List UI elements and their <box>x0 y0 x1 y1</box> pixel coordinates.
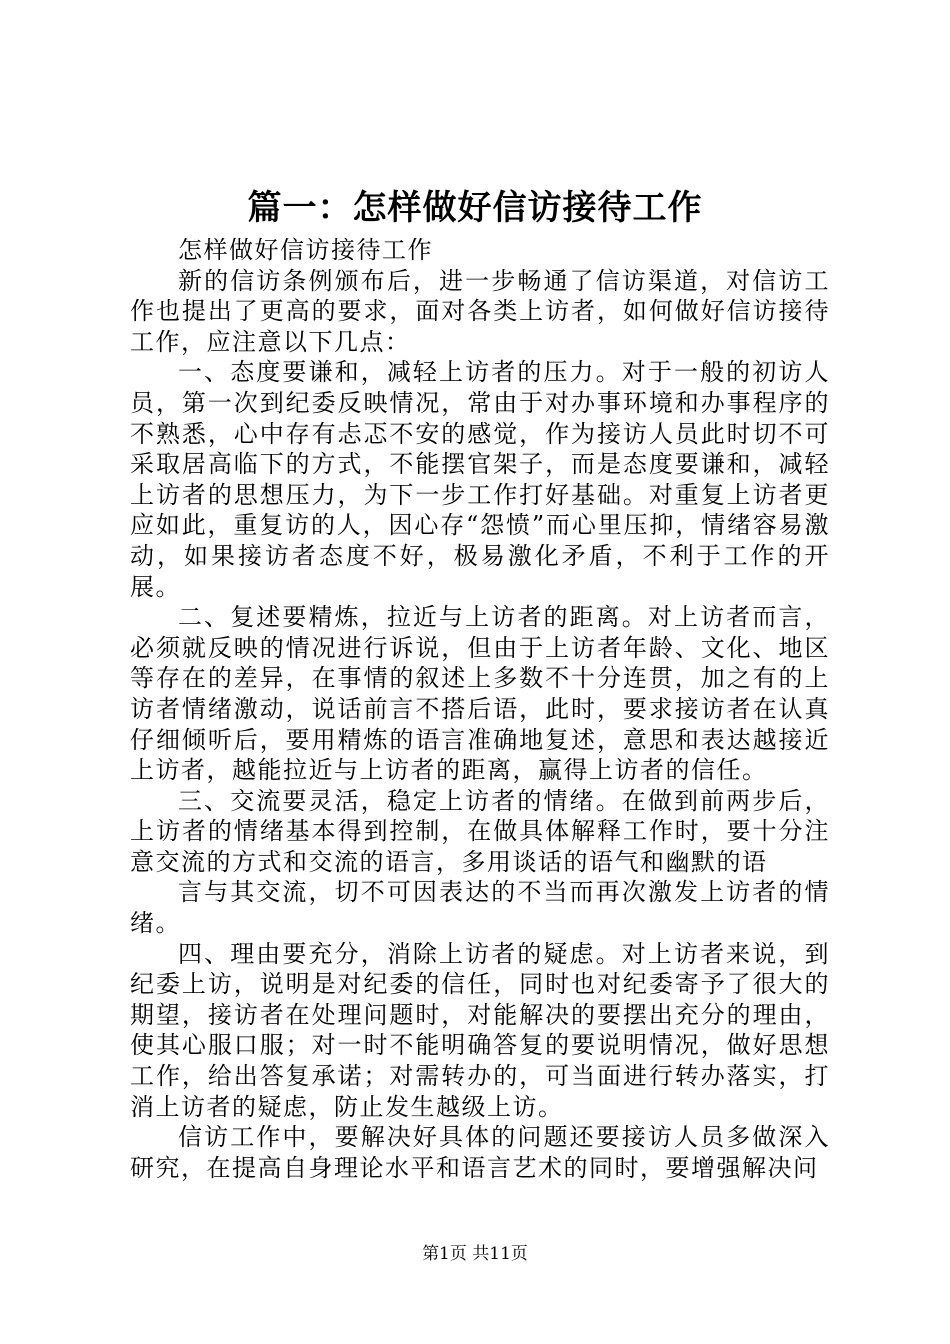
paragraph-point-3-continued: 言与其交流，切不可因表达的不当而再次激发上访者的情绪。 <box>130 878 830 938</box>
paragraph-subtitle: 怎样做好信访接待工作 <box>178 236 433 264</box>
paragraph-intro: 新的信访条例颁布后，进一步畅通了信访渠道，对信访工作也提出了更高的要求，面对各类上访者，如何做好信访接待工作，应注意以下几点： <box>130 266 830 356</box>
document-title: 篇一：怎样做好信访接待工作 <box>247 188 703 228</box>
document-body <box>130 235 830 1183</box>
paragraph-point-3: 三、交流要灵活，稳定上访者的情绪。在做到前两步后，上访者的情绪基本得到控制，在做具体解释工作时，要十分注意交流的方式和交流的语言，多用谈话的语气和幽默的语 <box>130 786 830 876</box>
paragraph-point-1: 一、态度要谦和，减轻上访者的压力。对于一般的初访人员，第一次到纪委反映情况，常由于对办事环境和办事程序的不熟悉，心中存有忐忑不安的感觉，作为接访人员此时切不可采取居高临下的方式，不能摆官架子，而是态度要谦和，减轻上访者的思想压力，为下一步工作打好基础。对重复上访者更应如此，重复访的人，因心存“怨愤”而心里压抑，情绪容易激动，如果接访者态度不好，极易激化矛盾，不利于工作的开展。 <box>130 358 830 601</box>
paragraph-point-2: 二、复述要精炼，拉近与上访者的距离。对上访者而言，必须就反映的情况进行诉说，但由于上访者年龄、文化、地区等存在的差异，在事情的叙述上多数不十分连贯，加之有的上访者情绪激动，说话前言不搭后语，此时，要求接访者在认真仔细倾听后，要用精炼的语言准确地复述，意思和表达越接近上访者，越能拉近与上访者的距离，赢得上访者的信任。 <box>130 603 830 785</box>
paragraph-point-4: 四、理由要充分，消除上访者的疑虑。对上访者来说，到纪委上访，说明是对纪委的信任，同时也对纪委寄予了很大的期望，接访者在处理问题时，对能解决的要摆出充分的理由，使其心服口服；对一时不能明确答复的要说明情况，做好思想工作，给出答复承诺；对需转办的，可当面进行转办落实，打消上访者的疑虑，防止发生越级上访。 <box>130 939 830 1121</box>
paragraph-conclusion: 信访工作中，要解决好具体的问题还要接访人员多做深入研究，在提高自身理论水平和语言艺术的同时，要增强解决问 <box>130 1123 830 1182</box>
page-footer: 第1页 共11页 <box>422 1244 528 1264</box>
